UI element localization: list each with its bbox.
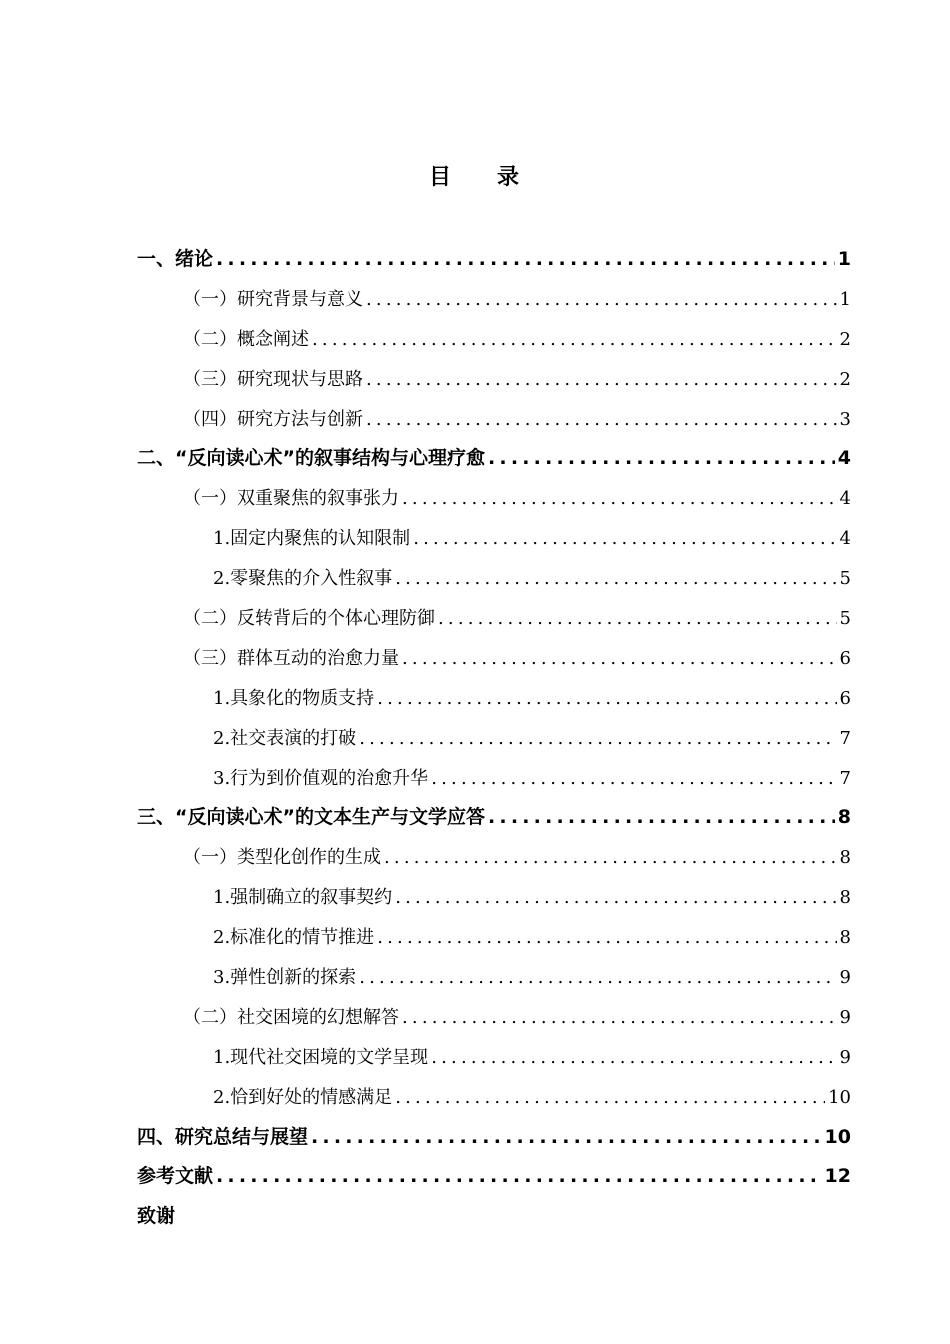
toc-entry[interactable] [137,240,851,280]
toc-entry[interactable] [137,519,851,559]
toc-dot-leader [395,559,836,599]
toc-entry[interactable] [137,1038,851,1078]
toc-entry[interactable] [137,599,851,639]
toc-entry-page-number: 7 [839,727,851,749]
toc-entry[interactable] [137,280,851,320]
toc-entry[interactable] [137,759,851,799]
toc-dot-leader [402,998,837,1038]
toc-entry-page-number: 1 [839,288,851,310]
toc-entry[interactable] [137,400,851,440]
toc-entry-page-number: 10 [824,1125,851,1148]
toc-entry-title: 参考文献 [137,1165,214,1188]
toc-dot-leader [488,439,835,479]
toc-entry-page-number: 8 [837,806,851,829]
toc-entry[interactable] [137,320,851,360]
toc-entry-page-number: 5 [839,568,851,590]
toc-dot-leader [431,759,836,799]
toc-entry[interactable] [137,1078,851,1118]
toc-entry[interactable] [137,679,851,719]
toc-entry-title: 1.强制确立的叙事契约 [213,887,393,909]
toc-entry-page-number: 10 [828,1086,851,1108]
toc-entry-title: 2.标准化的情节推进 [213,927,375,949]
toc-entry-page-number: 9 [839,1006,851,1028]
toc-dot-leader [216,240,835,280]
toc-dot-leader [431,1038,836,1078]
toc-entry[interactable] [137,1157,851,1197]
toc-entry-page-number: 5 [839,608,851,630]
toc-entry-page-number: 6 [839,647,851,669]
toc-entry-title: 1.固定内聚焦的认知限制 [213,528,411,550]
toc-entry[interactable] [137,798,851,838]
toc-entry-page-number: 2 [839,328,851,350]
toc-entry-title: 2.恰到好处的情感满足 [213,1086,393,1108]
toc-entry-title: 2.社交表演的打破 [213,727,357,749]
toc-entry[interactable] [137,360,851,400]
toc-entry-title: （一）研究背景与意义 [183,288,363,310]
page-title-right: 录 [497,165,522,190]
toc-entry-page-number: 9 [839,1046,851,1068]
toc-dot-leader [366,400,837,440]
toc-entry[interactable] [137,479,851,519]
toc-entry-title: （一）双重聚焦的叙事张力 [183,488,399,510]
toc-entry-title: （二）社交困境的幻想解答 [183,1006,399,1028]
toc-dot-leader [395,878,836,918]
toc-entry[interactable] [137,958,851,998]
toc-entry-title: （四）研究方法与创新 [183,408,363,430]
toc-entry[interactable] [137,918,851,958]
toc-entry[interactable] [137,639,851,679]
toc-entry-page-number: 4 [839,528,851,550]
toc-entry-title: 1.现代社交困境的文学呈现 [213,1046,429,1068]
toc-entry-title: 1.具象化的物质支持 [213,687,375,709]
toc-entry-page-number: 2 [839,368,851,390]
toc-entry-title: （二）反转背后的个体心理防御 [183,608,435,630]
toc-entry-title: 二、“反向读心术”的叙事结构与心理疗愈 [137,447,485,470]
page-title-left: 目 [428,165,453,190]
toc-entry-title: 三、“反向读心术”的文本生产与文学应答 [137,806,485,829]
toc-dot-leader [359,719,836,759]
toc-entry[interactable] [137,878,851,918]
toc-entry[interactable] [137,559,851,599]
toc-dot-leader [377,918,836,958]
table-of-contents [137,240,851,1237]
toc-entry-page-number: 12 [824,1165,851,1188]
toc-entry[interactable] [137,439,851,479]
toc-entry-page-number: 8 [839,847,851,869]
toc-dot-leader [359,958,836,998]
toc-dot-leader [216,1157,822,1197]
toc-entry[interactable] [137,998,851,1038]
toc-entry[interactable] [137,719,851,759]
toc-dot-leader [312,320,837,360]
toc-dot-leader [366,360,837,400]
toc-entry-page-number: 3 [839,408,851,430]
toc-entry-page-number: 8 [839,887,851,909]
toc-entry-title: （二）概念阐述 [183,328,309,350]
toc-dot-leader [488,798,835,838]
toc-entry-title: 一、绪论 [137,248,214,270]
toc-entry-title: （一）类型化创作的生成 [183,847,381,869]
toc-dot-leader [384,838,837,878]
page-title [0,160,950,191]
toc-dot-leader [311,1118,822,1158]
toc-entry-title: （三）群体互动的治愈力量 [183,647,399,669]
toc-entry-title: 2.零聚焦的介入性叙事 [213,568,393,590]
toc-entry[interactable] [137,1197,851,1237]
toc-entry-page-number: 9 [839,967,851,989]
toc-dot-leader [402,479,837,519]
toc-dot-leader [366,280,837,320]
toc-dot-leader [413,519,836,559]
toc-entry-page-number: 1 [837,248,851,270]
toc-entry[interactable] [137,838,851,878]
toc-dot-leader [402,639,837,679]
toc-entry-page-number: 4 [839,488,851,510]
toc-dot-leader [395,1078,825,1118]
toc-entry-page-number: 6 [839,687,851,709]
toc-entry-title: 致谢 [137,1205,176,1228]
toc-dot-leader [377,679,836,719]
toc-entry-title: （三）研究现状与思路 [183,368,363,390]
toc-entry-title: 四、研究总结与展望 [137,1125,309,1148]
toc-entry-page-number: 8 [839,927,851,949]
toc-entry-page-number: 7 [839,767,851,789]
toc-entry[interactable] [137,1118,851,1158]
toc-entry-title: 3.弹性创新的探索 [213,967,357,989]
toc-entry-page-number: 4 [837,447,851,470]
toc-entry-title: 3.行为到价值观的治愈升华 [213,767,429,789]
toc-dot-leader [438,599,837,639]
